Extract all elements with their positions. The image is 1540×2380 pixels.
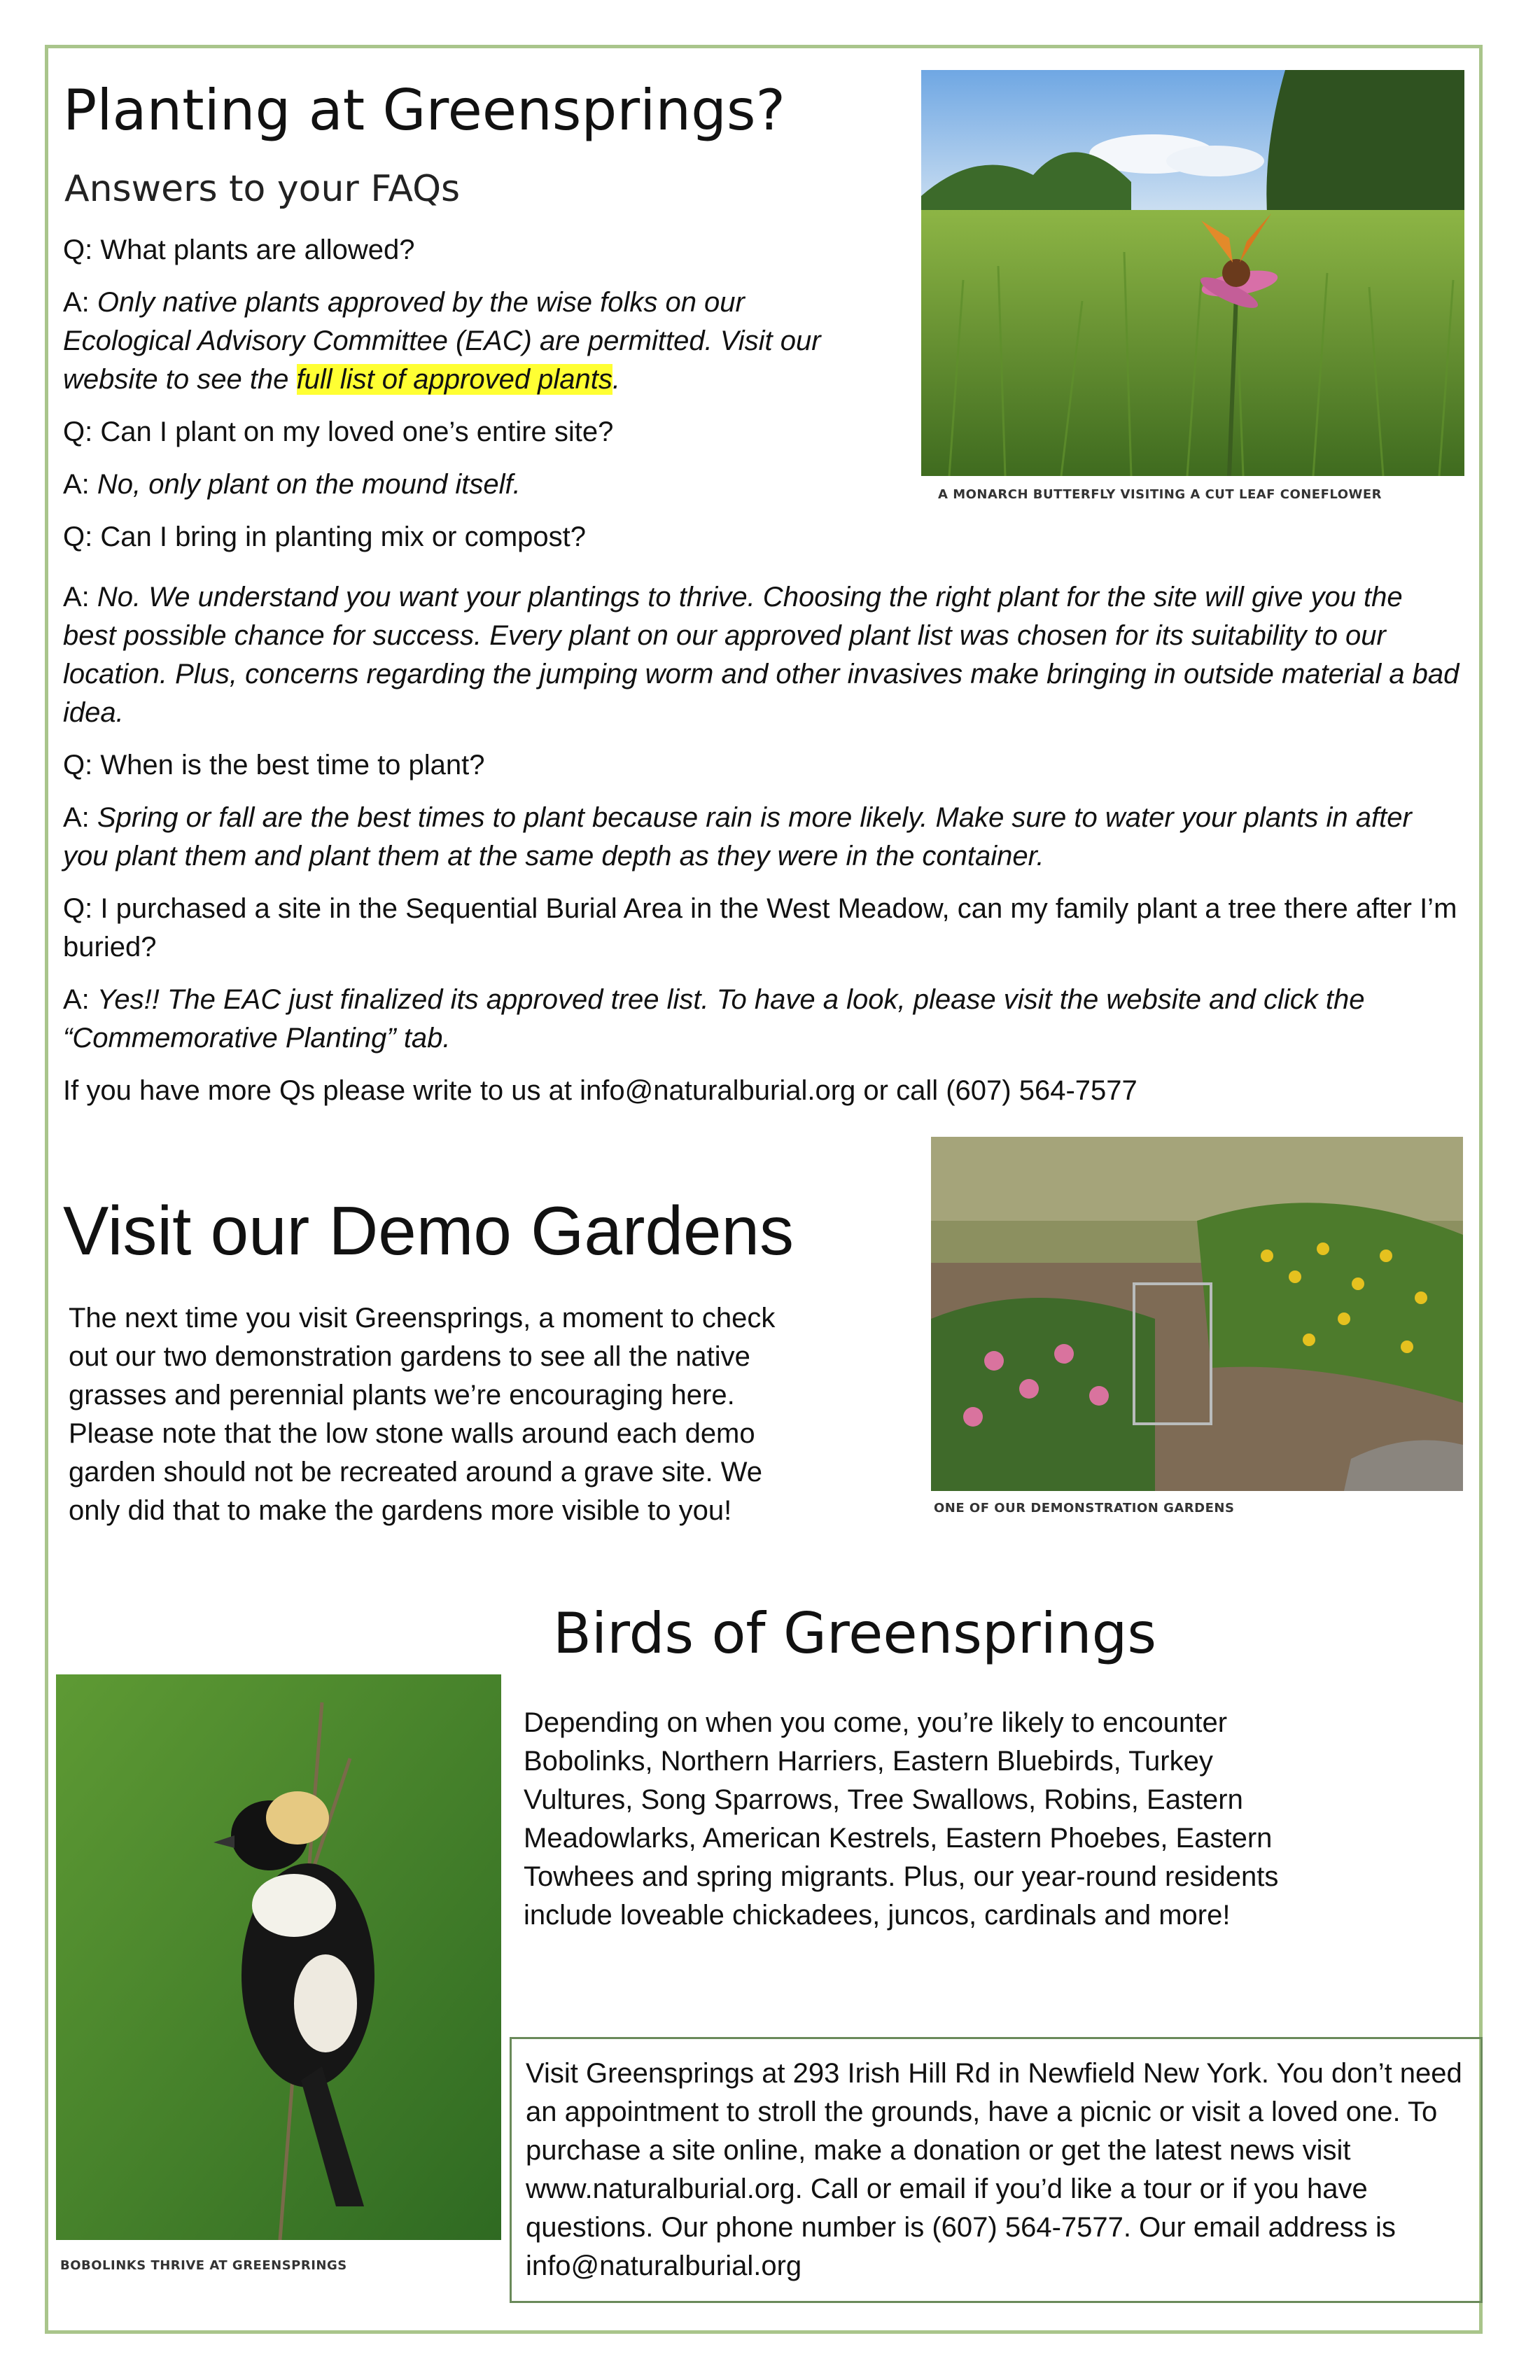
faq-answer — [63, 799, 1463, 876]
q-text: When is the best time to plant? — [100, 750, 485, 780]
monarch-caption: A MONARCH BUTTERFLY VISITING A CUT LEAF CONEFLOWER — [938, 487, 1382, 502]
a-prefix: A: — [63, 469, 97, 500]
q-prefix: Q: — [63, 893, 101, 924]
faq-answer — [63, 981, 1463, 1058]
faq-contact-line: If you have more Qs please write to us at info@naturalburial.org or call (607) 564-7577 — [63, 1075, 1138, 1106]
visit-info-box — [510, 2037, 1483, 2303]
demo-garden-photo — [931, 1137, 1463, 1491]
q-text: I purchased a site in the Sequential Burial Area in the West Meadow, can my family plant a tree there after I’m buried? — [63, 893, 1457, 962]
q-prefix: Q: — [63, 522, 101, 552]
q-text: Can I plant on my loved one’s entire site? — [100, 416, 614, 447]
faq-answer — [63, 578, 1463, 732]
birds-body: Depending on when you come, you’re likely to encounter Bobolinks, Northern Harriers, Eastern Bluebirds, Turkey Vultures, Song Sparrows, Tree Swallows, Robins, Eastern Meadowlarks, American Kestrels, Eastern Phoebes, Eastern Towhees and spring migrants. Plus, our year-round residents include loveable chickadees, juncos, cardinals and more! — [524, 1707, 1279, 1931]
approved-plants-link[interactable]: full list of approved plants — [296, 364, 612, 395]
bobolink-photo — [56, 1674, 501, 2240]
demo-title: Visit our Demo Gardens — [63, 1192, 794, 1269]
a-text: Yes!! The EAC just finalized its approved tree list. To have a look, please visit the website and click the “Commemorative Planting” tab. — [63, 984, 1365, 1054]
faq-question — [63, 231, 875, 270]
a-text-end: . — [612, 364, 621, 395]
bobolink-caption: BOBOLINKS THRIVE AT GREENSPRINGS — [60, 2258, 347, 2273]
faq-answer — [63, 284, 875, 399]
visit-info-text: Visit Greensprings at 293 Irish Hill Rd in Newfield New York. You don’t need an appointment to stroll the grounds, have a picnic or visit a loved one. To purchase a site online, make a donation or get the latest news visit www.naturalburial.org. Call or email if you’d like a tour or if you have questions. Our phone number is (607) 564-7577. Our email address is info@naturalburial.org — [526, 2058, 1462, 2281]
a-prefix: A: — [63, 287, 97, 318]
a-text: No. We understand you want your plantings to thrive. Choosing the right plant for the site will give you the best possible chance for success. Every plant on our approved plant list was chosen for its suitability to our location. Plus, concerns regarding the jumping worm and other invasives make bringing in outside material a bad idea. — [63, 582, 1460, 728]
a-text: Only native plants approved by the wise folks on our Ecological Advisory Committee (EAC) are permitted. Visit our website to see the — [63, 287, 821, 395]
faq-question — [63, 413, 875, 451]
faq-list — [63, 231, 875, 570]
a-prefix: A: — [63, 802, 97, 833]
monarch-photo — [921, 70, 1464, 476]
faq-title: Planting at Greensprings? — [63, 78, 785, 143]
faq-question — [63, 518, 875, 556]
q-prefix: Q: — [63, 234, 101, 265]
demo-caption: ONE OF OUR DEMONSTRATION GARDENS — [934, 1501, 1235, 1516]
a-prefix: A: — [63, 582, 97, 612]
q-text: Can I bring in planting mix or compost? — [100, 522, 587, 552]
a-prefix: A: — [63, 984, 97, 1015]
faq-subtitle: Answers to your FAQs — [64, 168, 461, 210]
birds-title: Birds of Greensprings — [553, 1601, 1157, 1666]
faq-question — [63, 890, 1463, 967]
a-text: No, only plant on the mound itself. — [97, 469, 521, 500]
q-text: What plants are allowed? — [100, 234, 415, 265]
a-text: Spring or fall are the best times to plant because rain is more likely. Make sure to water your plants in after you plant them and plant them at the same depth as they were in the container. — [63, 802, 1412, 872]
demo-body: The next time you visit Greensprings, a moment to check out our two demonstration gardens to see all the native grasses and perennial plants we’re encouraging here. Please note that the low stone walls around each demo garden should not be recreated around a grave site. We only did that to make the gardens more visible to you! — [69, 1303, 776, 1526]
faq-answer — [63, 465, 875, 504]
faq-list-wide — [63, 578, 1463, 1110]
q-prefix: Q: — [63, 750, 101, 780]
q-prefix: Q: — [63, 416, 101, 447]
faq-question — [63, 746, 1463, 785]
